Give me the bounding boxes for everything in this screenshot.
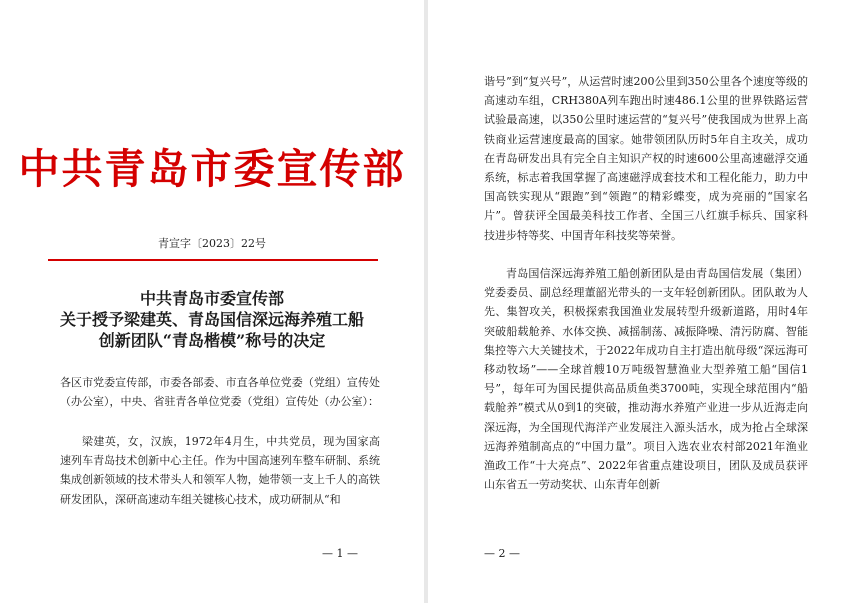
document-page-2 xyxy=(428,0,850,603)
page-number-1: — 1 — xyxy=(322,547,358,560)
document-page-1 xyxy=(0,0,424,603)
title-line-3: 创新团队“青岛楷模”称号的决定 xyxy=(98,331,326,350)
body-paragraph-1: 梁建英，女，汉族，1972年4月生，中共党员，现为国家高速列车青岛技术创新中心主任。作为中国高速列车整车研制、系统集成创新领域的技术带头人和领军人物，她带领一支上千人的高铁研发团队，深研高速动车组关键核心技术，成功研制从“和 xyxy=(60,435,380,506)
addressee-paragraph: 各区市党委宣传部，市委各部委、市直各单位党委（党组）宣传处（办公室），中央、省驻青各单位党委（党组）宣传处（办公室）： xyxy=(60,376,380,409)
page-number-2: — 2 — xyxy=(484,547,520,560)
body-paragraph-2: 谐号”到“复兴号”，从运营时速200公里到350公里各个速度等级的高速动车组，CRH380A列车跑出时速486.1公里的世界铁路运营试验最高速，以350公里时速运营的“复兴号”使我国成为世界上高铁商业运营速度最高的国家。她带领团队历时5年自主攻关，成功在青岛研发出具有完全自主知识产权的时速600公里高速磁浮交通系统，标志着我国掌握了高速磁浮成套技术和工程化能力，助力中国高铁实现从“跟跑”到“领跑”的精彩蝶变，成为亮丽的“国家名片”。曾获评全国最美科技工作者、全国三八红旗手标兵、国家科技进步特等奖、中国青年科技奖等荣誉。 xyxy=(484,75,808,242)
org-red-header: 中共青岛市委宣传部 xyxy=(18,145,406,193)
body-paragraph-3: 青岛国信深远海养殖工船创新团队是由青岛国信发展（集团）党委委员、副总经理董韶光带头的一支年轻创新团队。团队敢为人先、集智攻关，积极探索我国渔业发展转型升级新道路，用时4年突破船载舱养、水体交换、减摇制荡、减振降噪、清污防腐、智能集控等六大关键技术，于2022年成功自主打造出航母级“深远海可移动牧场”——全球首艘10万吨级智慧渔业大型养殖工船“国信1号”，每年可为国民提供高品质鱼类3700吨，实现全球范围内“船载舱养”模式从0到1的突破，推动海水养殖产业进一步从近海走向深远海，为全国现代海洋产业发展注入源头活水，成为抢占全球深远海养殖制高点的“中国力量”。项目入选农业农村部2021年渔业渔政工作“十大亮点”、2022年省重点建设项目，团队及成员获评山东省五一劳动奖状、山东青年创新 xyxy=(484,267,808,492)
title-line-1: 中共青岛市委宣传部 xyxy=(139,289,284,308)
title-line-2: 关于授予梁建英、青岛国信深远海养殖工船 xyxy=(59,310,364,329)
red-divider-line xyxy=(48,259,378,261)
document-number: 青宣字〔2023〕22号 xyxy=(158,237,266,250)
document-title xyxy=(0,288,424,351)
